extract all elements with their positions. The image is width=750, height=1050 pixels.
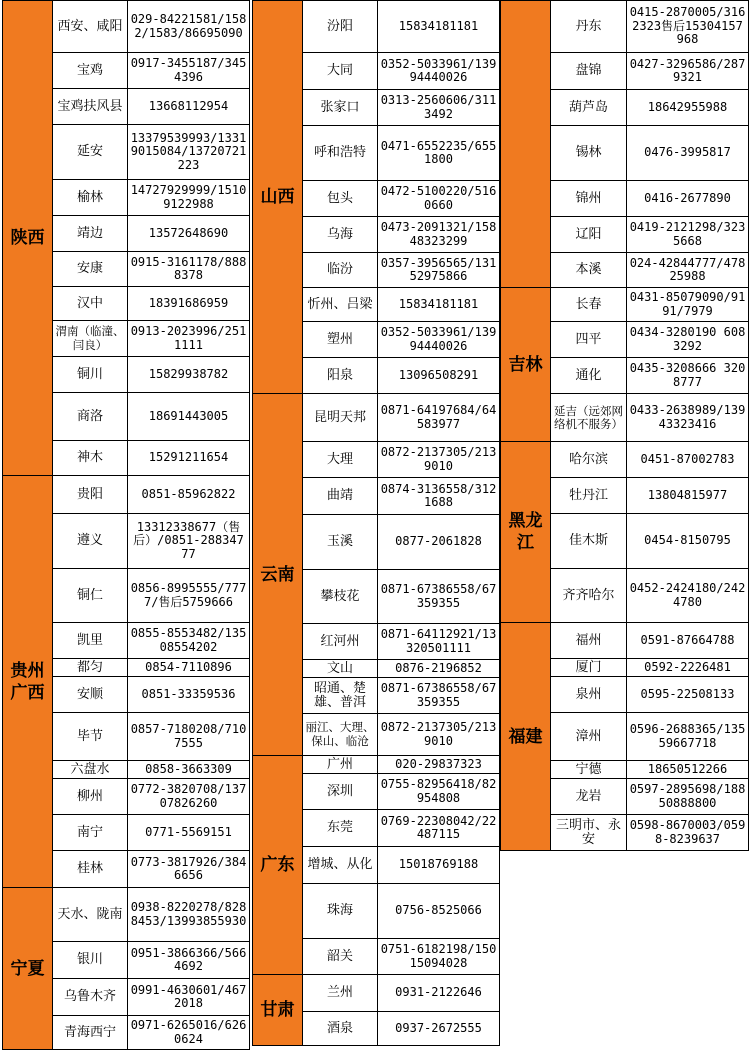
phone-cell: 0851-85962822 — [128, 476, 250, 514]
city-cell: 汾阳 — [303, 1, 378, 53]
city-cell: 泉州 — [551, 677, 627, 713]
city-cell: 乌鲁木齐 — [53, 979, 128, 1016]
table-row — [501, 1, 749, 53]
phone-cell: 0352-5033961/13994440026 — [378, 53, 500, 90]
city-cell: 漳州 — [551, 713, 627, 761]
city-cell: 长春 — [551, 288, 627, 322]
city-cell: 延安 — [53, 125, 128, 180]
phone-cell: 0937-2672555 — [378, 1012, 500, 1046]
phone-cell: 0917-3455187/3454396 — [128, 53, 250, 89]
column-1 — [2, 0, 250, 1050]
city-cell: 商洛 — [53, 393, 128, 441]
phone-cell: 0951-3866366/5664692 — [128, 942, 250, 979]
phone-cell: 18391686959 — [128, 287, 250, 321]
phone-cell: 0476-3995817 — [627, 126, 749, 181]
city-cell: 玉溪 — [303, 515, 378, 570]
province-label: 吉林 — [501, 288, 551, 442]
province-label: 陕西 — [3, 1, 53, 476]
city-cell: 红河州 — [303, 624, 378, 660]
phone-cell: 0874-3136558/3121688 — [378, 478, 500, 515]
city-cell: 阳泉 — [303, 358, 378, 394]
city-cell: 靖边 — [53, 216, 128, 252]
table-row — [501, 623, 749, 659]
city-cell: 攀枝花 — [303, 570, 378, 624]
city-cell: 深圳 — [303, 774, 378, 810]
phone-cell: 0856-8995555/7777/售后5759666 — [128, 569, 250, 623]
phone-cell: 024-42844777/47825988 — [627, 253, 749, 288]
city-cell: 广州 — [303, 756, 378, 774]
city-cell: 葫芦岛 — [551, 90, 627, 126]
city-cell: 锡林 — [551, 126, 627, 181]
phone-cell: 0872-2137305/2139010 — [378, 714, 500, 756]
table-row — [253, 756, 500, 774]
city-cell: 丹东 — [551, 1, 627, 53]
phone-cell: 0872-2137305/2139010 — [378, 442, 500, 478]
city-cell: 神木 — [53, 441, 128, 476]
phone-cell: 13096508291 — [378, 358, 500, 394]
city-cell: 贵阳 — [53, 476, 128, 514]
city-cell: 牡丹江 — [551, 478, 627, 514]
phone-cell: 0472-5100220/5160660 — [378, 181, 500, 217]
city-cell: 韶关 — [303, 939, 378, 975]
phone-cell: 0913-2023996/2511111 — [128, 321, 250, 357]
phone-cell: 0938-8220278/8288453/13993855930 — [128, 888, 250, 942]
phone-cell: 0772-3820708/13707826260 — [128, 779, 250, 815]
city-cell: 六盘水 — [53, 761, 128, 779]
city-cell: 安顺 — [53, 677, 128, 713]
table-row — [501, 442, 749, 478]
contact-table-col1 — [2, 0, 250, 1050]
phone-cell: 0876-2196852 — [378, 660, 500, 678]
city-cell: 龙岩 — [551, 779, 627, 815]
phone-cell: 0771-5569151 — [128, 815, 250, 851]
city-cell: 安康 — [53, 252, 128, 287]
phone-cell: 029-84221581/1582/1583/86695090 — [128, 1, 250, 53]
phone-cell: 0416-2677890 — [627, 181, 749, 217]
city-cell: 通化 — [551, 358, 627, 394]
phone-cell: 0597-2895698/18850888800 — [627, 779, 749, 815]
city-cell: 齐齐哈尔 — [551, 569, 627, 623]
city-cell: 柳州 — [53, 779, 128, 815]
phone-cell: 0769-22308042/22487115 — [378, 810, 500, 847]
city-cell: 四平 — [551, 322, 627, 358]
city-cell: 延吉（远郊网络机不服务） — [551, 394, 627, 442]
phone-cell: 0755-82956418/82954808 — [378, 774, 500, 810]
phone-cell: 0871-64112921/13320501111 — [378, 624, 500, 660]
phone-cell: 18650512266 — [627, 761, 749, 779]
phone-cell: 0435-3208666 3208777 — [627, 358, 749, 394]
phone-cell: 0773-3817926/3846656 — [128, 851, 250, 888]
city-cell: 宝鸡扶风县 — [53, 89, 128, 125]
city-cell: 兰州 — [303, 975, 378, 1012]
phone-cell: 0415-2870005/3162323售后15304157968 — [627, 1, 749, 53]
city-cell: 宝鸡 — [53, 53, 128, 89]
city-cell: 大同 — [303, 53, 378, 90]
phone-cell: 0991-4630601/4672018 — [128, 979, 250, 1016]
phone-cell: 0427-3296586/2879321 — [627, 53, 749, 90]
phone-cell: 0592-2226481 — [627, 659, 749, 677]
phone-cell: 0877-2061828 — [378, 515, 500, 570]
city-cell: 昆明天邦 — [303, 394, 378, 442]
contact-table-col3 — [500, 0, 749, 851]
phone-cell: 13804815977 — [627, 478, 749, 514]
city-cell: 天水、陇南 — [53, 888, 128, 942]
province-label: 山西 — [253, 1, 303, 394]
table-row — [253, 394, 500, 442]
phone-cell: 0431-85079090/9191/7979 — [627, 288, 749, 322]
province-label: 甘肃 — [253, 975, 303, 1046]
phone-cell: 15834181181 — [378, 1, 500, 53]
city-cell: 凯里 — [53, 623, 128, 659]
phone-cell: 13572648690 — [128, 216, 250, 252]
city-cell: 南宁 — [53, 815, 128, 851]
province-label: 宁夏 — [3, 888, 53, 1050]
phone-cell: 0433-2638989/13943323416 — [627, 394, 749, 442]
city-cell: 三明市、永安 — [551, 815, 627, 851]
phone-cell: 0357-3956565/13152975866 — [378, 253, 500, 288]
phone-cell: 15829938782 — [128, 357, 250, 393]
phone-cell: 0871-67386558/67359355 — [378, 678, 500, 714]
city-cell: 东莞 — [303, 810, 378, 847]
table-row — [3, 476, 250, 514]
phone-cell: 0915-3161178/8888378 — [128, 252, 250, 287]
city-cell: 增城、从化 — [303, 847, 378, 884]
city-cell: 青海西宁 — [53, 1016, 128, 1050]
phone-cell: 0598-8670003/0598-8239637 — [627, 815, 749, 851]
city-cell: 丽江、大理、保山、临沧 — [303, 714, 378, 756]
city-cell: 铜仁 — [53, 569, 128, 623]
city-cell: 酒泉 — [303, 1012, 378, 1046]
city-cell: 铜川 — [53, 357, 128, 393]
province-label: 广东 — [253, 756, 303, 975]
city-cell: 盘锦 — [551, 53, 627, 90]
city-cell: 厦门 — [551, 659, 627, 677]
table-row — [3, 1, 250, 53]
city-cell: 本溪 — [551, 253, 627, 288]
city-cell: 临汾 — [303, 253, 378, 288]
city-cell: 银川 — [53, 942, 128, 979]
province-label: 福建 — [501, 623, 551, 851]
city-cell: 大理 — [303, 442, 378, 478]
phone-cell: 0858-3663309 — [128, 761, 250, 779]
table-row — [3, 888, 250, 942]
phone-cell: 13379539993/13319015084/13720721223 — [128, 125, 250, 180]
phone-cell: 13668112954 — [128, 89, 250, 125]
phone-cell: 0751-6182198/15015094028 — [378, 939, 500, 975]
province-label: 云南 — [253, 394, 303, 756]
table-row — [253, 975, 500, 1012]
phone-cell: 0854-7110896 — [128, 659, 250, 677]
phone-cell: 0352-5033961/13994440026 — [378, 322, 500, 358]
contact-table-col2 — [252, 0, 500, 1046]
phone-cell: 0931-2122646 — [378, 975, 500, 1012]
province-label — [501, 1, 551, 288]
column-2 — [252, 0, 500, 1046]
phone-cell: 020-29837323 — [378, 756, 500, 774]
phone-cell: 0971-6265016/6260624 — [128, 1016, 250, 1050]
province-label: 黑龙江 — [501, 442, 551, 623]
phone-cell: 0871-64197684/64583977 — [378, 394, 500, 442]
phone-cell: 0471-6552235/6551800 — [378, 126, 500, 181]
province-label: 贵州广西 — [3, 476, 53, 888]
phone-cell: 0871-67386558/67359355 — [378, 570, 500, 624]
city-cell: 辽阳 — [551, 217, 627, 253]
phone-cell: 0473-2091321/15848323299 — [378, 217, 500, 253]
city-cell: 汉中 — [53, 287, 128, 321]
phone-cell: 15291211654 — [128, 441, 250, 476]
city-cell: 塑州 — [303, 322, 378, 358]
phone-cell: 0595-22508133 — [627, 677, 749, 713]
city-cell: 佳木斯 — [551, 514, 627, 569]
city-cell: 遵义 — [53, 514, 128, 569]
phone-cell: 15834181181 — [378, 288, 500, 322]
phone-cell: 15018769188 — [378, 847, 500, 884]
city-cell: 张家口 — [303, 90, 378, 126]
city-cell: 哈尔滨 — [551, 442, 627, 478]
city-cell: 西安、咸阳 — [53, 1, 128, 53]
city-cell: 宁德 — [551, 761, 627, 779]
phone-cell: 0857-7180208/7107555 — [128, 713, 250, 761]
phone-cell: 0596-2688365/13559667718 — [627, 713, 749, 761]
city-cell: 忻州、吕梁 — [303, 288, 378, 322]
phone-cell: 0451-87002783 — [627, 442, 749, 478]
phone-cell: 0591-87664788 — [627, 623, 749, 659]
phone-cell: 0313-2560606/3113492 — [378, 90, 500, 126]
city-cell: 桂林 — [53, 851, 128, 888]
city-cell: 呼和浩特 — [303, 126, 378, 181]
city-cell: 珠海 — [303, 884, 378, 939]
city-cell: 曲靖 — [303, 478, 378, 515]
phone-cell: 0756-8525066 — [378, 884, 500, 939]
city-cell: 毕节 — [53, 713, 128, 761]
table-row — [501, 288, 749, 322]
phone-cell: 0855-8553482/13508554202 — [128, 623, 250, 659]
city-cell: 包头 — [303, 181, 378, 217]
phone-cell: 0851-33359536 — [128, 677, 250, 713]
city-cell: 福州 — [551, 623, 627, 659]
phone-cell: 0434-3280190 6083292 — [627, 322, 749, 358]
phone-cell: 13312338677（售后）/0851-28834777 — [128, 514, 250, 569]
phone-cell: 0454-8150795 — [627, 514, 749, 569]
city-cell: 渭南（临潼、闫良） — [53, 321, 128, 357]
city-cell: 榆林 — [53, 180, 128, 216]
phone-cell: 0419-2121298/3235668 — [627, 217, 749, 253]
table-row — [253, 1, 500, 53]
city-cell: 昭通、楚雄、普洱 — [303, 678, 378, 714]
city-cell: 文山 — [303, 660, 378, 678]
phone-cell: 18691443005 — [128, 393, 250, 441]
city-cell: 乌海 — [303, 217, 378, 253]
city-cell: 锦州 — [551, 181, 627, 217]
phone-cell: 18642955988 — [627, 90, 749, 126]
phone-cell: 14727929999/15109122988 — [128, 180, 250, 216]
city-cell: 都匀 — [53, 659, 128, 677]
column-3 — [500, 0, 749, 851]
phone-cell: 0452-2424180/2424780 — [627, 569, 749, 623]
